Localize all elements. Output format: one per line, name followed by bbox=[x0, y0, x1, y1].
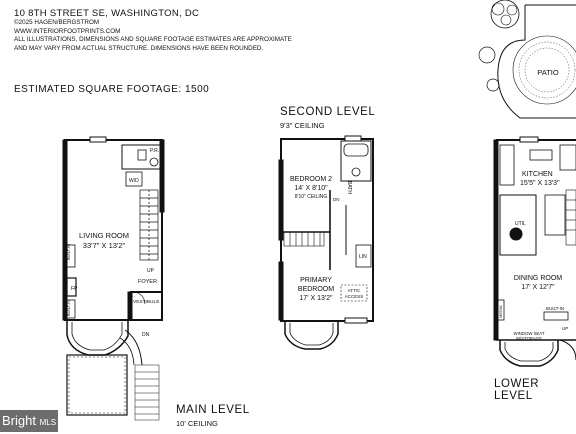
main-level-title: MAIN LEVEL bbox=[176, 404, 250, 416]
kitchen-dims: 15'5" X 13'3" bbox=[520, 180, 560, 187]
media-label: MEDIA bbox=[498, 305, 503, 318]
fireplace-label: FP bbox=[71, 286, 78, 292]
built-in-label-lower: BUILT-IN bbox=[66, 299, 71, 316]
watermark-brand: Bright bbox=[2, 413, 36, 428]
vestibule-label: VESTIBULE bbox=[133, 300, 160, 305]
tree-icon bbox=[491, 0, 519, 28]
square-footage: ESTIMATED SQUARE FOOTAGE: 1500 bbox=[14, 84, 210, 95]
copyright: ©2025 HAGEN/BERGSTROM bbox=[14, 19, 100, 26]
second-dn-label: DN bbox=[333, 197, 340, 202]
lower-up-label: UP bbox=[562, 326, 569, 331]
lower-built-in-label: BUILT-IN bbox=[546, 306, 565, 311]
disclaimer-line-1: ALL ILLUSTRATIONS, DIMENSIONS AND SQUARE FOOTAGE ESTIMATES ARE APPROXIMATE bbox=[14, 36, 292, 44]
bright-mls-watermark bbox=[0, 410, 58, 432]
main-dn-label: DN bbox=[142, 332, 150, 338]
bath-label: BATH bbox=[346, 181, 352, 194]
lower-level-title: LOWER LEVEL bbox=[494, 378, 540, 402]
second-level-plan bbox=[279, 136, 373, 349]
primary-bedroom-name: PRIMARY bbox=[300, 277, 332, 284]
storage-label: W/STORAGE bbox=[515, 336, 543, 341]
utility-label: UTIL bbox=[515, 221, 526, 227]
living-room-dims: 33'7" X 13'2" bbox=[82, 241, 126, 250]
watermark-suffix: MLS bbox=[39, 418, 57, 427]
bedroom2-dims: 14' X 8'10" bbox=[294, 185, 328, 192]
window-seat-label: WINDOW SEAT bbox=[513, 331, 545, 336]
bedroom2-name: BEDROOM 2 bbox=[289, 176, 333, 183]
foyer-label: FOYER bbox=[138, 279, 157, 285]
access-label: ACCESS bbox=[344, 294, 364, 299]
address: 10 8TH STREET SE, WASHINGTON, DC bbox=[14, 8, 200, 19]
kitchen-name: KITCHEN bbox=[522, 171, 553, 178]
patio-label: PATIO bbox=[537, 68, 559, 77]
second-level-title: SECOND LEVEL bbox=[280, 106, 376, 118]
second-level-ceiling: 9'3" CEILING bbox=[280, 121, 325, 130]
disclaimer-line-2: AND MAY VARY FROM ACTUAL STRUCTURE. DIMENSIONS HAVE BEEN ROUNDED. bbox=[14, 44, 264, 52]
built-in-label-upper: BUILT-IN bbox=[66, 243, 71, 260]
primary-bedroom-dims: 17' X 13'2" bbox=[299, 295, 333, 302]
bedroom2-ceiling-note: 8'10" CEILING bbox=[294, 194, 328, 200]
main-up-label: UP bbox=[147, 268, 154, 274]
website: WWW.INTERIORFOOTPRINTS.COM bbox=[14, 27, 121, 35]
powder-room-label: P.R. bbox=[150, 148, 160, 154]
living-room-name: LIVING ROOM bbox=[78, 231, 130, 240]
main-level-ceiling: 10' CEILING bbox=[176, 419, 218, 428]
dining-room-name: DINING ROOM bbox=[513, 275, 563, 282]
dining-room-dims: 17' X 12'7" bbox=[521, 284, 555, 291]
primary-bedroom-name-2: BEDROOM bbox=[297, 286, 335, 293]
linen-label: LIN bbox=[359, 254, 367, 260]
washer-dryer-label: W/D bbox=[129, 178, 139, 184]
attic-label: ATTIC bbox=[347, 288, 361, 293]
